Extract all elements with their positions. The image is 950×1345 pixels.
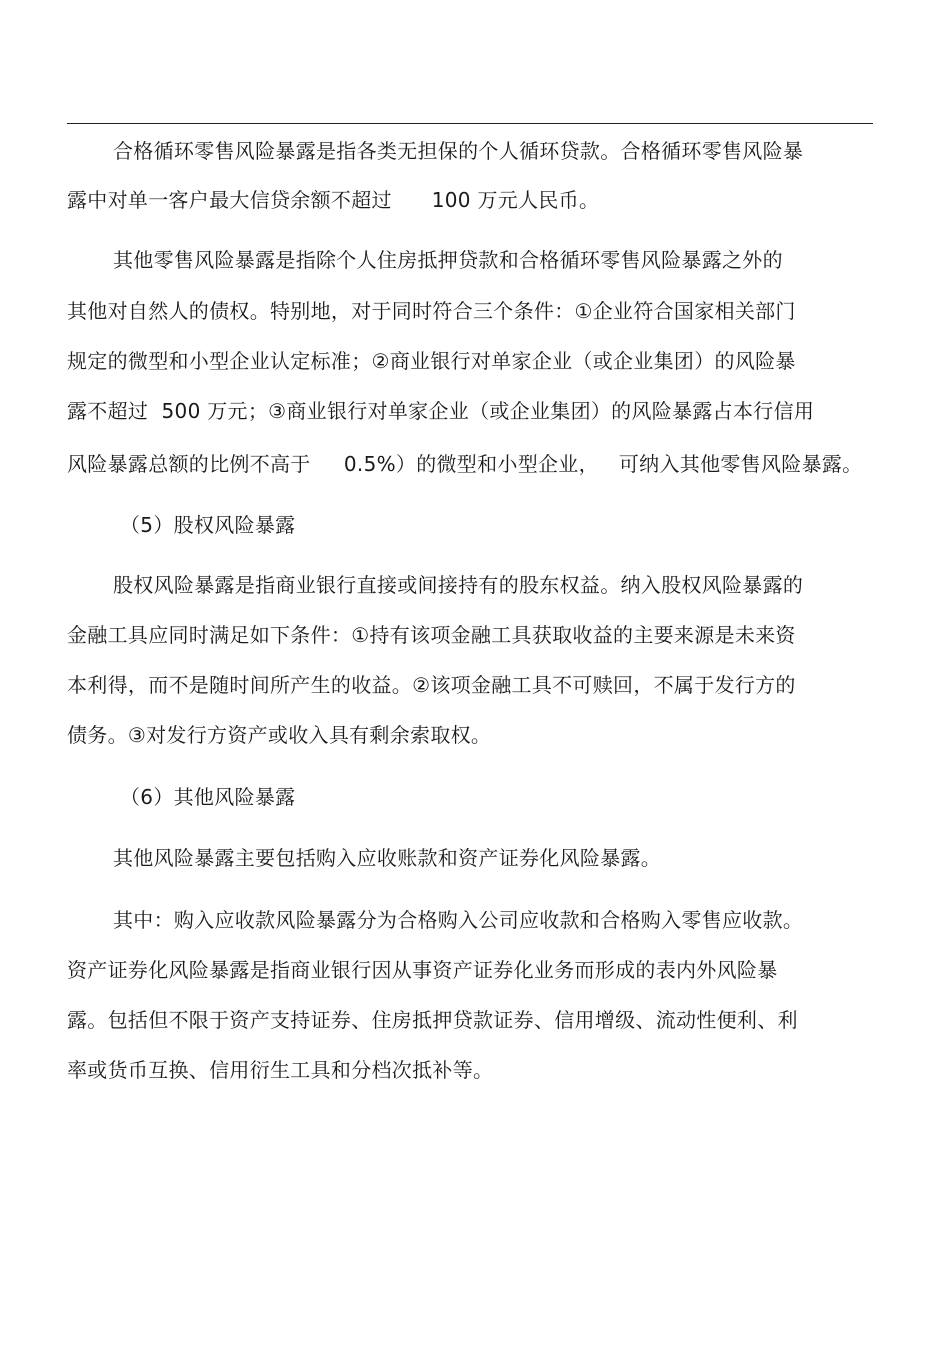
paragraph-line: 露中对单一客户最大信贷余额不超过 100 万元人民币。 [67, 188, 600, 212]
paragraph-line: 规定的微型和小型企业认定标准；②商业银行对单家企业（或企业集团）的风险暴 [67, 349, 796, 373]
paragraph-line: 其他风险暴露主要包括购入应收账款和资产证券化风险暴露。 [113, 846, 662, 870]
paragraph-line: 其他对自然人的债权。特别地，对于同时符合三个条件：①企业符合国家相关部门 [67, 299, 796, 323]
paragraph-line: 资产证券化风险暴露是指商业银行因从事资产证券化业务而形成的表内外风险暴 [67, 958, 778, 982]
paragraph-line: 其他零售风险暴露是指除个人住房抵押贷款和合格循环零售风险暴露之外的 [113, 248, 783, 272]
paragraph-line: 其中：购入应收款风险暴露分为合格购入公司应收款和合格购入零售应收款。 [113, 908, 804, 932]
paragraph-line: 露不超过 500 万元；③商业银行对单家企业（或企业集团）的风险暴露占本行信用 [67, 399, 815, 423]
paragraph-line: 股权风险暴露是指商业银行直接或间接持有的股东权益。纳入股权风险暴露的 [113, 573, 804, 597]
paragraph-line: 债务。③对发行方资产或收入具有剩余索取权。 [67, 723, 492, 747]
paragraph-line: 率或货币互换、信用衍生工具和分档次抵补等。 [67, 1058, 494, 1082]
paragraph-line: 露。包括但不限于资产支持证券、住房抵押贷款证券、信用增级、流动性便利、利 [67, 1008, 798, 1032]
section-heading-equity: （5）股权风险暴露 [120, 513, 296, 537]
header-rule [67, 123, 873, 124]
paragraph-line: 金融工具应同时满足如下条件：①持有该项金融工具获取收益的主要来源是未来资 [67, 623, 796, 647]
paragraph-line: 合格循环零售风险暴露是指各类无担保的个人循环贷款。合格循环零售风险暴 [113, 139, 804, 163]
paragraph-line: 风险暴露总额的比例不高于 0.5%）的微型和小型企业， 可纳入其他零售风险暴露。 [67, 452, 863, 476]
paragraph-line: 本利得，而不是随时间所产生的收益。②该项金融工具不可赎回，不属于发行方的 [67, 673, 796, 697]
section-heading-other: （6）其他风险暴露 [120, 785, 296, 809]
